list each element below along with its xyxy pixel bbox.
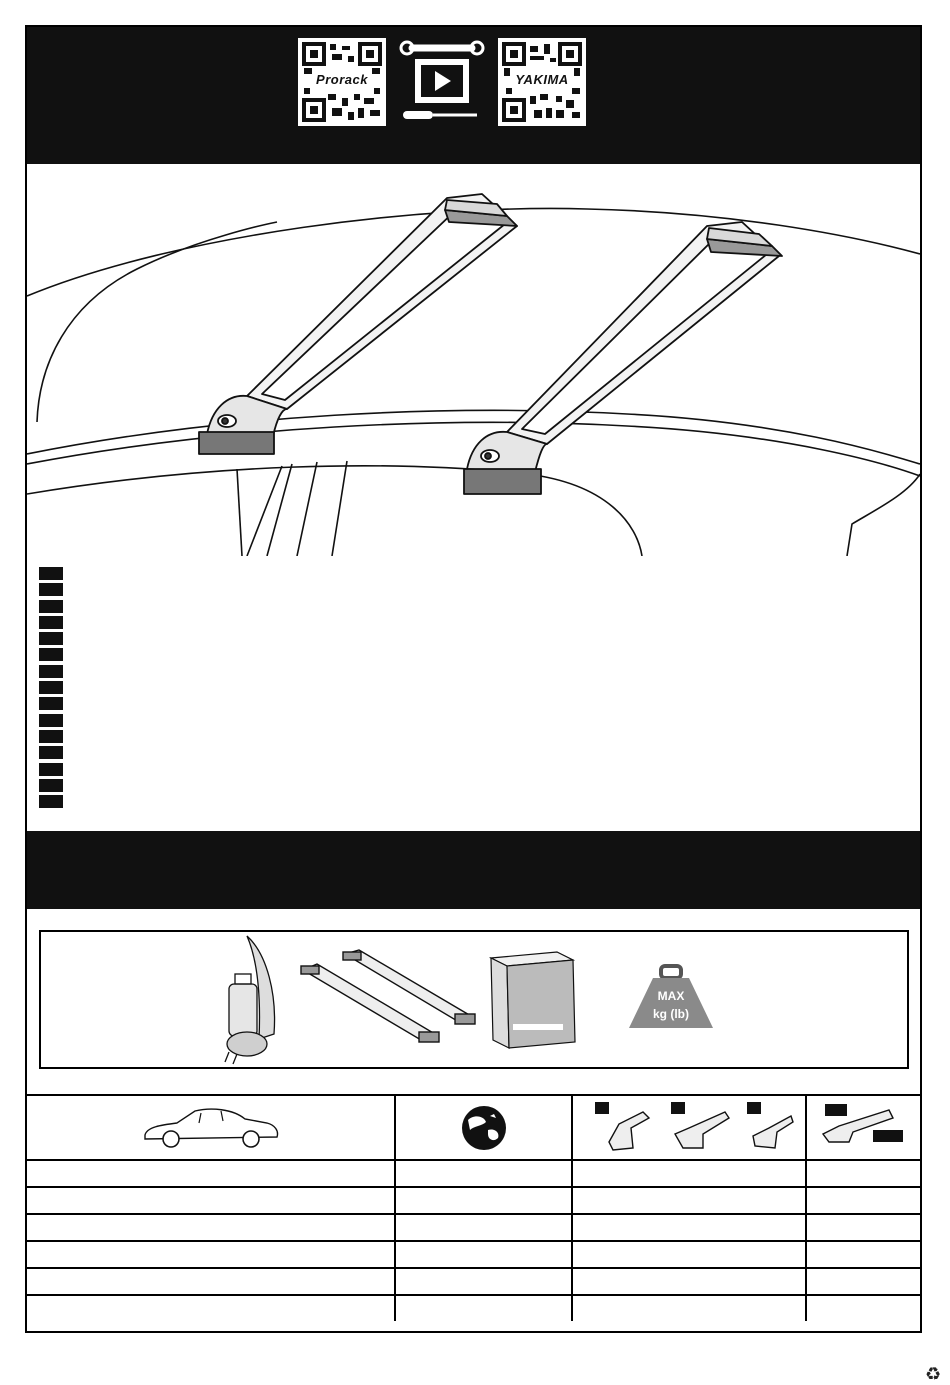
video-tools-icon[interactable] <box>399 39 485 125</box>
language-chip <box>39 665 63 678</box>
qr-brand-yakima: YAKIMA <box>512 72 571 87</box>
table-cell <box>806 1214 920 1241</box>
table-cell <box>27 1268 395 1295</box>
weight-max-label: MAX <box>657 989 685 1003</box>
language-chip <box>39 681 63 694</box>
language-chip <box>39 648 63 661</box>
language-chip <box>39 567 63 580</box>
table-cell <box>806 1187 920 1214</box>
table-row <box>27 1268 920 1295</box>
table-cell <box>395 1187 572 1214</box>
table-cell <box>572 1295 806 1321</box>
table-cell <box>572 1160 806 1187</box>
qr-code-yakima[interactable] <box>498 38 586 126</box>
table-row <box>27 1214 920 1241</box>
language-chip <box>39 714 63 727</box>
foot-extra-column-header <box>806 1095 920 1160</box>
crossbars-icon <box>299 948 477 1048</box>
table-cell <box>806 1268 920 1295</box>
language-chip <box>39 730 63 743</box>
language-chip <box>39 600 63 613</box>
region-column-header <box>395 1095 572 1160</box>
language-chip <box>39 779 63 792</box>
car-roof-illustration <box>27 164 920 556</box>
vehicle-column-header <box>27 1095 395 1160</box>
foot-types-icon <box>579 1098 799 1158</box>
foot-extra-icon <box>809 1100 919 1156</box>
table-row <box>27 1187 920 1214</box>
table-cell <box>395 1295 572 1321</box>
qr-brand-prorack: Prorack <box>313 72 371 87</box>
foot-types-column-header <box>572 1095 806 1160</box>
table-cell <box>572 1214 806 1241</box>
language-chip <box>39 616 63 629</box>
language-chip <box>39 746 63 759</box>
cargo-load-icon <box>219 934 281 1066</box>
language-chip <box>39 632 63 645</box>
language-chip <box>39 583 63 596</box>
table-cell <box>395 1268 572 1295</box>
instruction-sheet <box>25 25 942 1384</box>
table-cell <box>572 1187 806 1214</box>
table-cell <box>395 1214 572 1241</box>
table-cell <box>27 1214 395 1241</box>
table-cell <box>27 1187 395 1214</box>
table-cell <box>572 1241 806 1268</box>
language-chip <box>39 795 63 808</box>
table-cell <box>572 1268 806 1295</box>
table-row <box>27 1241 920 1268</box>
fitment-table <box>27 1094 920 1321</box>
globe-region-icon <box>460 1104 508 1152</box>
car-sedan-icon <box>141 1105 281 1151</box>
load-info-panel <box>39 930 909 1069</box>
language-chip <box>39 697 63 710</box>
table-cell <box>806 1160 920 1187</box>
table-row <box>27 1295 920 1321</box>
table-cell <box>395 1241 572 1268</box>
table-cell <box>27 1160 395 1187</box>
table-cell <box>27 1295 395 1321</box>
header-band <box>27 27 920 164</box>
recycle-icon: ♻ <box>925 1364 942 1384</box>
title-band <box>27 831 920 909</box>
table-cell <box>806 1241 920 1268</box>
table-cell <box>395 1160 572 1187</box>
language-chip <box>39 763 63 776</box>
fitting-kit-box-icon <box>487 946 579 1050</box>
table-header-row <box>27 1095 920 1160</box>
language-chip-list <box>39 567 63 811</box>
table-cell <box>27 1241 395 1268</box>
table-row <box>27 1160 920 1187</box>
max-weight-icon <box>625 964 717 1032</box>
weight-unit-label: kg (lb) <box>653 1007 689 1021</box>
table-cell <box>806 1295 920 1321</box>
qr-code-prorack[interactable] <box>298 38 386 126</box>
